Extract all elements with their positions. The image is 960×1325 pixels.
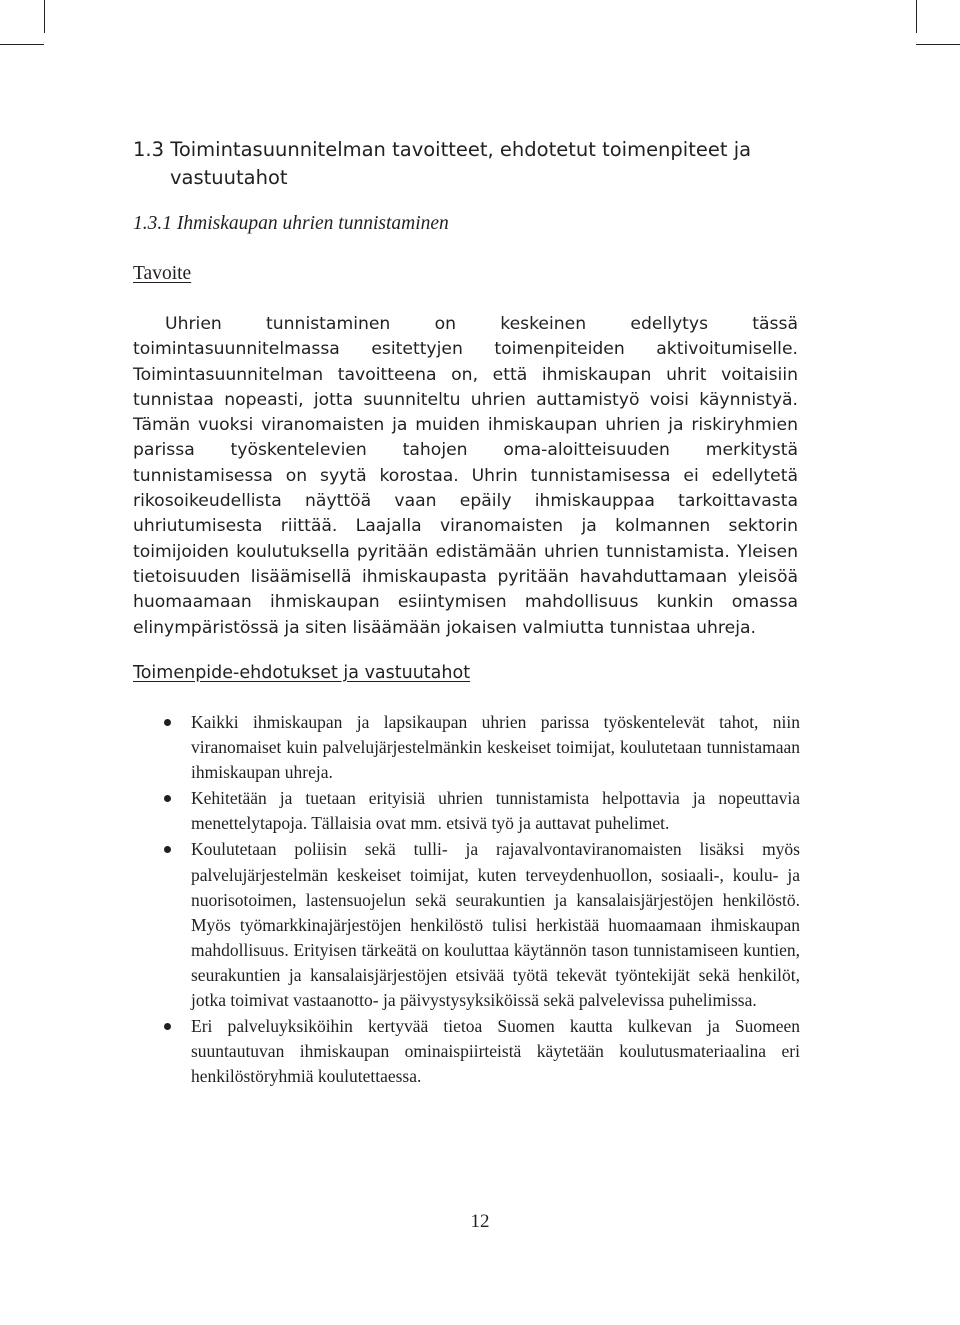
list-item-text: Kaikki ihmiskaupan ja lapsikaupan uhrien parissa työskentelevät tahot, niin viranomaiset kuin palvelujärjestelmänkin keskeiset toimijat, koulutetaan tunnistamaan ihmiskaupan uhreja. — [191, 712, 800, 783]
bullet-icon — [164, 795, 171, 802]
crop-mark-top-left-vertical — [44, 0, 45, 33]
goal-paragraph: Uhrien tunnistaminen on keskeinen edellytys tässä toimintasuunnitelmassa esitettyjen toimenpiteiden aktivoitumiselle. Toimintasuunnitelman tavoitteena on, että ihmiskaupan uhrit voitaisiin tunnistaa nopeasti, jotta suunniteltu uhrien auttamistyö voisi käynnistyä. Tämän vuoksi viranomaisten ja muiden ihmiskaupan uhrien ja riskiryhmien parissa työskentelevien tahojen oma-aloitteisuuden merkitystä tunnistamisessa on syytä korostaa. Uhrin tunnistamisessa ei edellytetä rikosoikeudellista näyttöä vaan epäily ihmiskauppaa tarkoittavasta uhriutumisesta riittää. Laajalla viranomaisten ja kolmannen sektorin toimijoiden koulutuksella pyritään edistämään uhrien tunnistamista. Yleisen tietoisuuden lisäämisellä ihmiskaupasta pyritään havahduttamaan yleisöä huomaamaan ihmiskaupan esiintymisen mahdollisuus kunkin omassa elinympäristössä ja siten lisäämään jokaisen valmiutta tunnistaa uhreja. — [133, 314, 798, 638]
bullet-icon — [164, 719, 171, 726]
list-item-text: Kehitetään ja tuetaan erityisiä uhrien tunnistamista helpottavia ja nopeuttavia menettelytapoja. Tällaisia ovat mm. etsivä työ ja auttavat puhelimet. — [191, 788, 800, 834]
list-item-text: Eri palveluyksiköihin kertyvää tietoa Suomen kautta kulkevan ja Suomeen suuntautuvan ihmiskaupan ominaispiirteistä käytetään koulutusmateriaalina eri henkilöstöryhmiä koulutettaessa. — [191, 1016, 800, 1087]
list-item — [133, 837, 800, 1013]
actions-heading: Toimenpide-ehdotukset ja vastuutahot — [133, 663, 471, 683]
goal-heading: Tavoite — [133, 263, 192, 284]
list-item — [133, 786, 800, 836]
action-list — [133, 710, 800, 1090]
section-number: 1.3 — [133, 138, 165, 161]
list-item — [133, 1014, 800, 1089]
page-number: 12 — [470, 1211, 490, 1232]
section-title — [133, 136, 833, 192]
section-title-line2: vastuutahot — [170, 166, 288, 189]
crop-mark-top-left-horizontal — [0, 44, 44, 45]
list-item-text: Koulutetaan poliisin sekä tulli- ja rajavalvontaviranomaisten lisäksi myös palvelujärjestelmän keskeiset toimijat, kuten terveydenhuollon, sosiaali-, koulu- ja nuorisotoimen, lastensuojelun sekä seurakuntien ja kansalaisjärjestöjen henkilöstö. Myös työmarkkinajärjestöjen henkilöstö tulisi herkistää huomaamaan ihmiskaupan mahdollisuus. Erityisen tärkeätä on kouluttaa käytännön tason tunnistamiseen kuntien, seurakuntien ja kansalaisjärjestöjen etsivää työtä tekevät työntekijät sekä henkilöt, jotka toimivat vastaanotto- ja päivystysyksiköissä sekä palvelevissa puhelimissa. — [191, 839, 800, 1011]
crop-mark-top-right-horizontal — [916, 44, 960, 45]
list-item — [133, 710, 800, 785]
bullet-icon — [164, 1023, 171, 1030]
section-title-line1: Toimintasuunnitelman tavoitteet, ehdotetut toimenpiteet ja — [170, 138, 752, 161]
crop-mark-top-right-vertical — [916, 0, 917, 33]
bullet-icon — [164, 846, 171, 853]
subsection-title: 1.3.1 Ihmiskaupan uhrien tunnistaminen — [133, 213, 449, 234]
